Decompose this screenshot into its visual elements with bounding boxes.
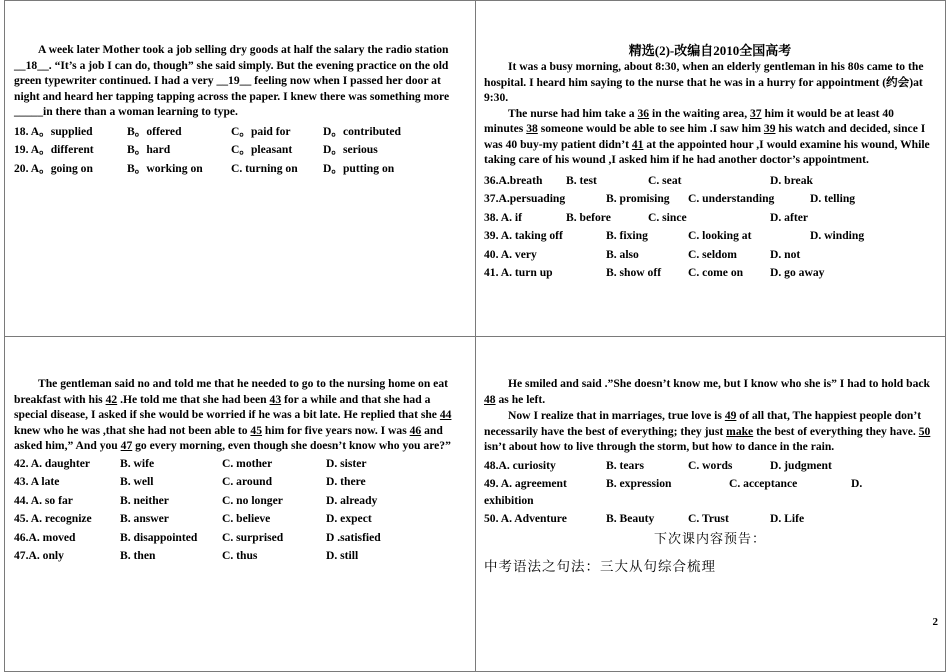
option: C。pleasant — [231, 143, 293, 157]
option: C. words — [688, 458, 733, 472]
option: C. understanding — [688, 192, 775, 206]
panel-bottom-left — [14, 376, 466, 566]
option: D. judgment — [770, 458, 832, 472]
text: . “It’s a job I can do, though” she said simply. But the evening practice on the old green typewriter continued. I had a very — [14, 58, 449, 87]
option: 49. A. agreement — [484, 477, 567, 491]
blank-43: 43 — [269, 392, 282, 406]
option-49-wrap: exhibition — [484, 493, 534, 507]
text: in there than a woman learning to type. — [42, 105, 238, 118]
option: B. tears — [606, 458, 644, 472]
text: him it would be at least 40 minutes — [484, 106, 894, 135]
option: C. seat — [648, 173, 682, 187]
text: isn’t about how to live through the storm, but how to dance in the rain. — [484, 440, 835, 453]
option: D. after — [770, 210, 808, 224]
option: C. come on — [688, 266, 744, 280]
next-lesson-topic: 中考语法之句法：三大从句综合梳理 — [484, 558, 716, 575]
horizontal-divider — [4, 336, 946, 337]
passage-paragraph — [14, 42, 466, 120]
panel-bottom-right — [484, 376, 936, 575]
blank-20: _____ — [14, 105, 43, 118]
blank-37: 37 — [750, 106, 762, 120]
text: his watch and decided, since I was 40 buy-my patient didn’t — [484, 122, 926, 151]
option: 18. A。supplied — [14, 124, 93, 138]
option: B. disappointed — [120, 530, 198, 544]
blank-36: 36 — [637, 106, 650, 120]
options-48 — [484, 457, 936, 476]
option: B. wife — [120, 456, 155, 470]
text: go every morning, even though she doesn’t know who you are?” — [132, 439, 451, 452]
option: D. winding — [810, 229, 865, 243]
options-50 — [484, 510, 936, 529]
blank-39: 39 — [763, 122, 776, 135]
passage-paragraph — [14, 376, 466, 454]
option: 45. A. recognize — [14, 512, 92, 526]
option: C. no longer — [222, 493, 283, 507]
option: 43. A late — [14, 475, 60, 489]
passage-paragraph — [484, 408, 936, 455]
option: B. promising — [606, 192, 670, 206]
text: Now I realize that in marriages, true love is — [508, 409, 725, 422]
option: 37.A.persuading — [484, 192, 566, 206]
option: 38. A. if — [484, 210, 523, 224]
option: B. also — [606, 247, 639, 261]
option: D. — [851, 477, 863, 491]
options-42-47 — [14, 455, 466, 567]
option: C. mother — [222, 456, 273, 470]
option: D。serious — [323, 143, 378, 157]
text: him for five years now. I was — [262, 423, 410, 437]
option: B。hard — [127, 143, 171, 157]
text: of all that, The happiest people don’t necessarily have the best of everything; they just — [484, 409, 922, 438]
option: D。putting on — [323, 161, 395, 175]
passage-paragraph — [484, 376, 936, 407]
option: 48.A. curiosity — [484, 458, 556, 472]
option: B. fixing — [606, 229, 648, 243]
option: 19. A。different — [14, 143, 94, 157]
option: C. around — [222, 475, 273, 489]
option: D. still — [326, 549, 359, 563]
option: 46.A. moved — [14, 530, 76, 544]
text: The gentleman said no and told me that he needed to go to the nursing home on eat breakfast with his — [14, 377, 448, 406]
text: in the waiting area, — [649, 106, 750, 120]
section-heading: 精选(2)-改编自2010全国高考 — [628, 43, 792, 58]
option: C. since — [648, 210, 687, 224]
text: He smiled and said .”She doesn’t know me, but I know who she is” I had to hold back — [508, 377, 930, 390]
option: D. sister — [326, 456, 367, 470]
option: D。contributed — [323, 124, 401, 138]
option: 50. A. Adventure — [484, 511, 567, 525]
blank-48: 48 — [484, 392, 496, 406]
options-18-20 — [14, 123, 466, 179]
text: the best of everything they have. — [753, 424, 919, 438]
next-lesson-preview: 下次课内容预告： — [653, 532, 766, 548]
page-number: 2 — [932, 616, 938, 628]
option: B. before — [566, 210, 611, 224]
option: B. then — [120, 549, 156, 563]
passage-paragraph: It was a busy morning, about 8:30, when an elderly gentleman in his 80s came to the hospital. I heard him saying to the nurse that he was in a hurry for appointment (约会)at 9:30. — [484, 60, 924, 104]
option: D. not — [770, 247, 801, 261]
blank-46: 46 — [409, 423, 422, 437]
option: B. neither — [120, 493, 169, 507]
option: D. expect — [326, 512, 372, 526]
blank-19: __19__ — [216, 74, 252, 87]
text: feeling now when I passed her door at night and heard her tapping tapping across the paper. I knew there was something more — [14, 74, 450, 103]
option: 44. A. so far — [14, 493, 73, 507]
option: B。working on — [127, 161, 203, 175]
option: B。offered — [127, 124, 182, 138]
blank-38: 38 — [526, 122, 538, 135]
option: 42. A. daughter — [14, 456, 91, 470]
text: as he left. — [495, 392, 546, 406]
option: D. go away — [770, 266, 825, 280]
option: 20. A。going on — [14, 161, 93, 175]
option: D. Life — [770, 511, 805, 525]
text: knew who he was ,that she had not been able to — [14, 423, 251, 437]
option: B. well — [120, 475, 154, 489]
text: A week later Mother took a job selling dry goods at half the salary the radio station — [38, 43, 449, 56]
blank-41: 41 — [631, 137, 644, 151]
option: C. seldom — [688, 247, 737, 261]
option: C. turning on — [231, 161, 298, 175]
option: D. there — [326, 475, 366, 489]
option: D .satisfied — [326, 530, 381, 544]
option: 39. A. taking off — [484, 229, 563, 243]
option: D. telling — [810, 192, 856, 206]
option: B. Beauty — [606, 511, 655, 525]
option: B. expression — [606, 477, 672, 491]
option: D. already — [326, 493, 378, 507]
option: B. show off — [606, 266, 662, 280]
blank-42: 42 — [105, 392, 118, 406]
passage-paragraph — [484, 106, 936, 168]
option: 36.A.breath — [484, 173, 543, 187]
option: D. break — [770, 173, 813, 187]
options-36-41 — [484, 172, 936, 284]
text: someone would be able to see him .I saw him — [537, 122, 764, 135]
text: at the appointed hour ,I would examine his wound, While taking care of his wound ,I asked him if he had another doctor’s appointment. — [484, 137, 930, 166]
option: 47.A. only — [14, 549, 64, 563]
option: C. believe — [222, 512, 271, 526]
option: C. Trust — [688, 511, 729, 525]
blank-47: 47 — [120, 439, 133, 452]
option: 41. A. turn up — [484, 266, 553, 280]
blank-49: 49 — [724, 409, 737, 422]
text: .He told me that she had been — [117, 392, 270, 406]
option: C. looking at — [688, 229, 752, 243]
option: 40. A. very — [484, 247, 537, 261]
blank-18: __18__ — [14, 58, 49, 72]
option: B. test — [566, 173, 597, 187]
option: C。paid for — [231, 124, 291, 138]
blank-44: 44 — [439, 408, 452, 421]
options-49 — [484, 475, 936, 494]
option: C. surprised — [222, 530, 284, 544]
underlined-word-make: make — [726, 424, 754, 438]
panel-top-right — [484, 42, 936, 283]
option: C. acceptance — [729, 477, 798, 491]
option: C. thus — [222, 549, 258, 563]
option: B. answer — [120, 512, 169, 526]
blank-50: 50 — [918, 424, 931, 438]
text: The nurse had him take a — [508, 106, 638, 120]
blank-45: 45 — [250, 423, 263, 437]
text: and asked him,” And you — [14, 423, 443, 452]
text: for a while and that she had a special disease, I asked if she would be worried if he was a bit late. He replied that she — [14, 392, 440, 421]
panel-top-left — [14, 42, 466, 178]
